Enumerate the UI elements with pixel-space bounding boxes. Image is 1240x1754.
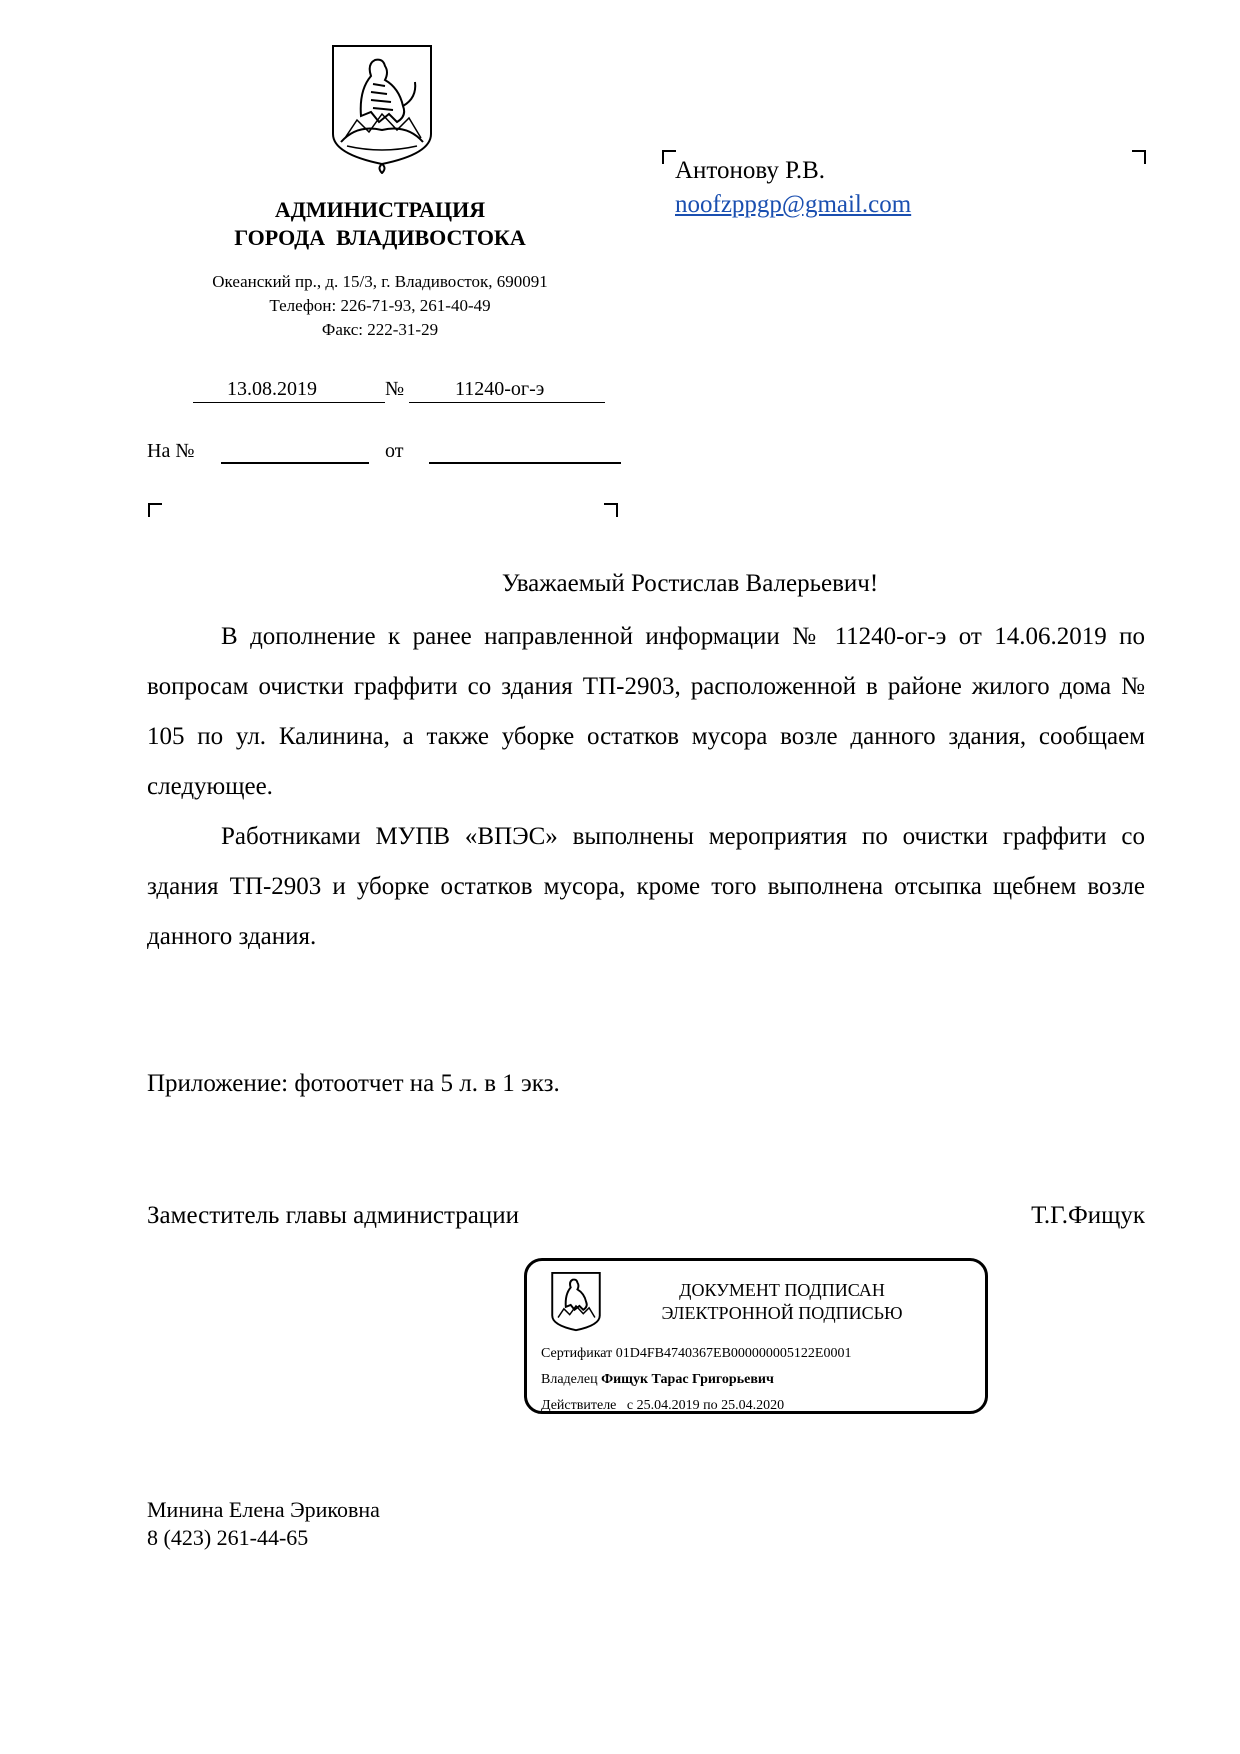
stamp-owner-label: Владелец — [541, 1372, 598, 1387]
reference-number-label: На № — [147, 440, 195, 462]
stamp-valid-from-label: с — [626, 1398, 634, 1413]
stamp-owner-value: Фищук Тарас Григорьевич — [601, 1372, 774, 1387]
recipient-email-link[interactable]: noofzppgp@gmail.com — [675, 191, 912, 218]
organization-phone: Телефон: 226-71-93, 261-40-49 — [269, 296, 491, 315]
stamp-owner-row — [541, 1367, 851, 1393]
signer-name: Т.Г.Фищук — [1031, 1202, 1145, 1229]
corner-mark-left-top — [148, 503, 162, 517]
stamp-certificate-row — [541, 1341, 851, 1367]
stamp-header-line-1: ДОКУМЕНТ ПОДПИСАН — [679, 1280, 885, 1300]
electronic-signature-stamp — [524, 1258, 988, 1414]
organization-line-2: ГОРОДА ВЛАДИВОСТОКА — [234, 225, 526, 250]
letter-paragraph: В дополнение к ранее направленной информации № 11240-ог-э от 14.06.2019 по вопросам очистки граффити со здания ТП-2903, расположенной в районе жилого дома № 105 по ул. Калинина, а также уборке остатков мусора возле данного здания, сообщаем следующее. — [147, 623, 1145, 800]
letter-paragraph: Работниками МУПВ «ВПЭС» выполнены мероприятия по очистки граффити со здания ТП-2903 и уборке остатков мусора, кроме того выполнена отсыпка щебнем возле данного здания. — [147, 823, 1145, 950]
executor-block — [147, 1496, 380, 1552]
stamp-valid-from: 25.04.2019 — [636, 1398, 700, 1413]
recipient-block — [675, 154, 911, 222]
recipient-name: Антонову Р.В. — [675, 157, 826, 184]
stamp-header-line-2: ЭЛЕКТРОННОЙ ПОДПИСЬЮ — [661, 1303, 903, 1323]
corner-mark-recipient-left — [662, 150, 676, 164]
organization-line-1: АДМИНИСТРАЦИЯ — [274, 197, 486, 222]
registration-number: 11240-ог-э — [455, 378, 545, 400]
organization-name — [170, 196, 590, 252]
reference-from-label: от — [385, 440, 404, 462]
stamp-validity-row — [541, 1393, 851, 1419]
stamp-details — [541, 1341, 851, 1419]
executor-phone: 8 (423) 261-44-65 — [147, 1525, 309, 1550]
registration-date: 13.08.2019 — [227, 378, 317, 400]
corner-mark-left-bottom — [604, 503, 618, 517]
stamp-header — [617, 1279, 947, 1325]
stamp-valid-to: 25.04.2020 — [721, 1398, 785, 1413]
reference-date-field — [429, 462, 621, 464]
stamp-certificate-label: Сертификат — [541, 1346, 613, 1361]
city-emblem-icon — [327, 42, 437, 174]
signature-line — [147, 1202, 1145, 1230]
appendix-note: Приложение: фотоотчет на 5 л. в 1 экз. — [147, 1070, 560, 1097]
stamp-validity-label: Действителе — [541, 1398, 617, 1413]
registration-number-sign: № — [385, 378, 405, 400]
reference-number-field — [221, 462, 369, 464]
greeting: Уважаемый Ростислав Валерьевич! — [501, 570, 879, 597]
corner-mark-recipient-right — [1132, 150, 1146, 164]
letter-body — [147, 612, 1145, 962]
organization-fax: Факс: 222-31-29 — [321, 320, 439, 339]
stamp-emblem-icon — [549, 1271, 603, 1335]
executor-name: Минина Елена Эриковна — [147, 1497, 380, 1522]
stamp-valid-to-label: по — [703, 1398, 718, 1413]
organization-address: Океанский пр., д. 15/3, г. Владивосток, 690091 — [212, 272, 548, 291]
signer-position: Заместитель главы администрации — [147, 1202, 519, 1229]
stamp-certificate-value: 01D4FB4740367EB000000005122E0001 — [615, 1346, 852, 1361]
organization-contacts — [160, 270, 600, 342]
